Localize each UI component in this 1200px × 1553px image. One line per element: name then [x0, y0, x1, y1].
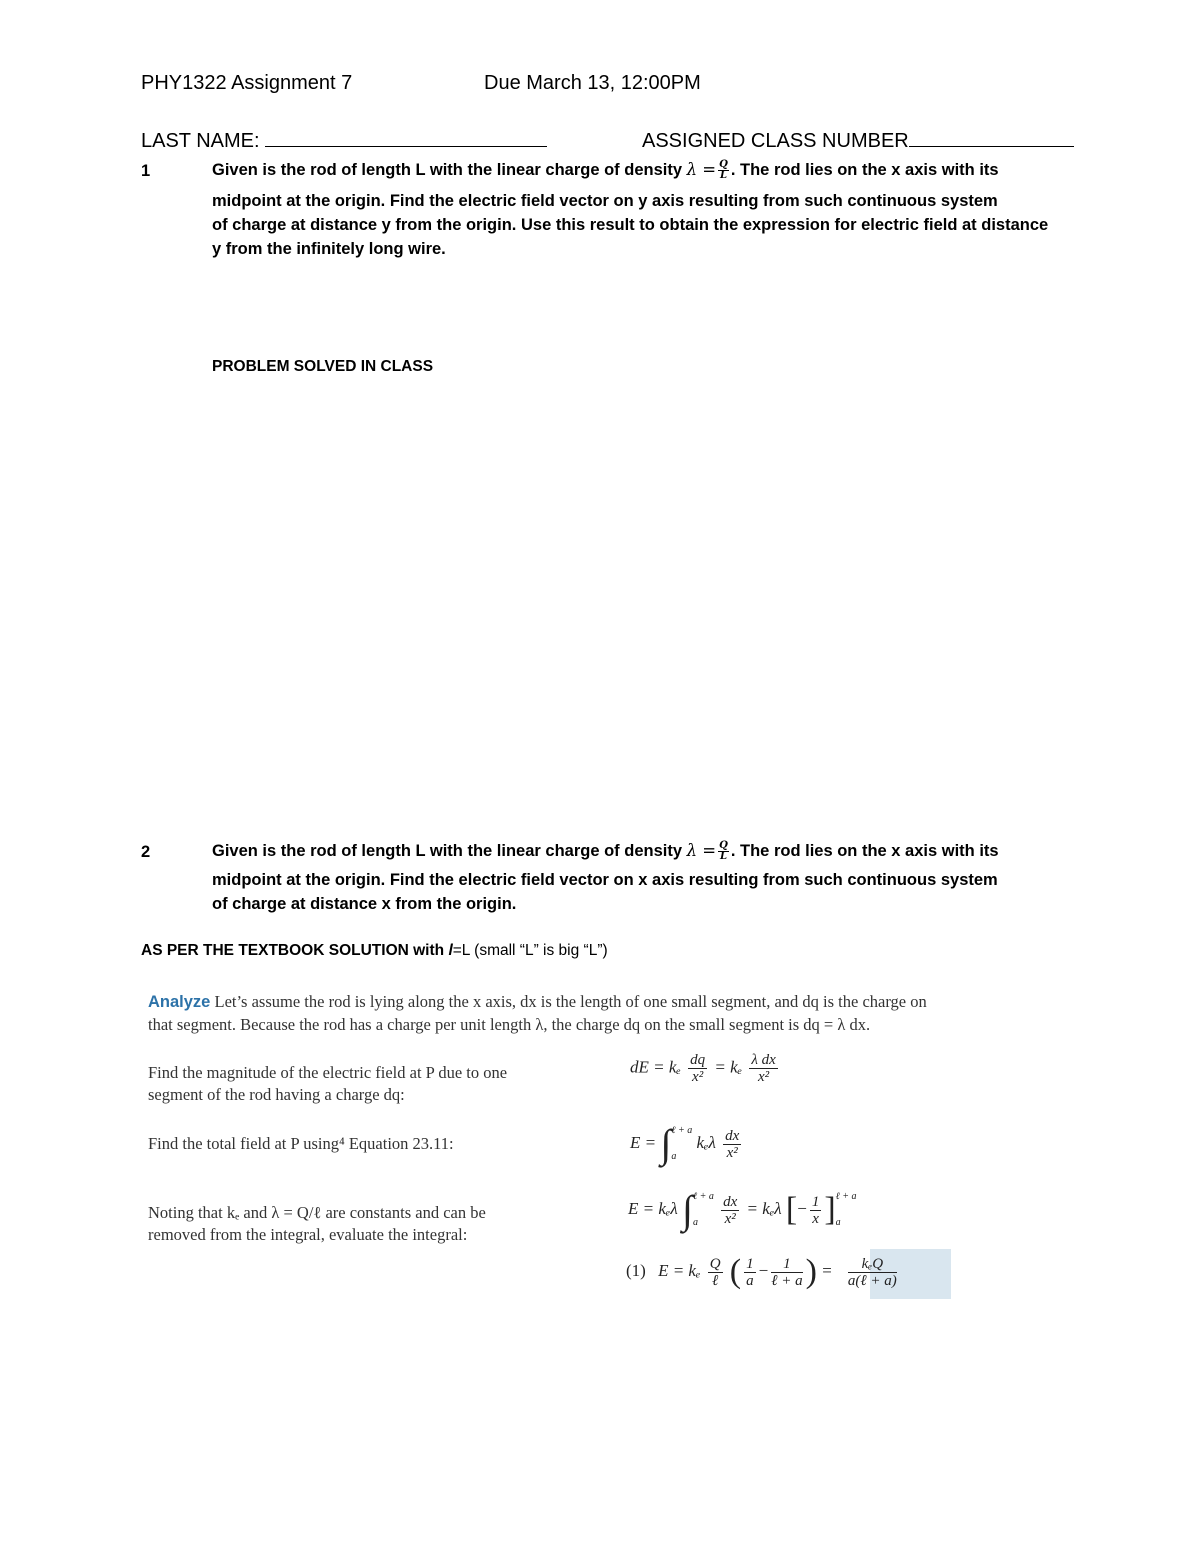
step-3-line-2: removed from the integral, evaluate the integral:: [148, 1225, 468, 1244]
problem-1-line-2: midpoint at the origin. Find the electric field vector on y axis resulting from such continuous system: [212, 192, 998, 210]
problem-1-line-4: y from the infinitely long wire.: [212, 240, 446, 258]
problem-2-line-1: Given is the rod of length L with the linear charge of density λ = $\frac{Q}{L}$ . The rod lies on the x axis with its: [212, 840, 999, 863]
problem-1-number: 1: [141, 162, 151, 180]
problem-1-solved-note: PROBLEM SOLVED IN CLASS: [212, 358, 434, 375]
analyze-line-1: Analyze Let’s assume the rod is lying along the x axis, dx is the length of one small segment, and dq is the charge on: [148, 992, 927, 1011]
problem-2-number: 2: [141, 843, 151, 861]
problem-1-line-1: Given is the rod of length L with the linear charge of density λ = $\frac{Q}{L}$ . The rod lies on the x axis with its: [212, 159, 999, 182]
problem-1-line-3: of charge at distance y from the origin. Use this result to obtain the expression for electric field at distance: [212, 216, 1049, 234]
charge-density-fraction-2: $\frac{Q}{L}$: [719, 840, 728, 863]
problem-2-line-3: of charge at distance x from the origin.: [212, 895, 517, 913]
analyze-line-2: that segment. Because the rod has a charge per unit length λ, the charge dq on the small segment is dq = λ dx.: [148, 1015, 871, 1034]
step-1-line-1: Find the magnitude of the electric field at P due to one: [148, 1063, 508, 1082]
step-1-line-2: segment of the rod having a charge dq:: [148, 1085, 405, 1104]
last-name-label: LAST NAME:: [141, 130, 260, 152]
class-number-field[interactable]: [909, 130, 1074, 147]
last-name-field[interactable]: [265, 130, 547, 147]
step-3-line-1: Noting that kₑ and λ = Q/ℓ are constants and can be: [148, 1203, 486, 1222]
course-title: PHY1322 Assignment 7: [141, 72, 353, 94]
last-name-row: [141, 130, 547, 153]
equation-de: dE = kₑ $\frac{dq}{\text{x²}}$ = kₑ $\frac{\text{λ dx}}{\text{x²}}$: [630, 1052, 776, 1085]
step-2: Find the total field at P using⁴ Equation 23.11:: [148, 1134, 454, 1153]
charge-density-fraction: $\frac{Q}{L}$: [719, 159, 728, 182]
class-number-label: ASSIGNED CLASS NUMBER: [642, 130, 909, 152]
equation-e-result: (1) E = kₑ Q ℓ ( $\frac{1}{a}$ − 1 ℓ + a ) = kₑQ a(ℓ + a): [626, 1253, 897, 1290]
due-date: Due March 13, 12:00PM: [484, 72, 701, 94]
equation-e-integral: E = ∫ ℓ + a a kₑλ $\frac{dx}{\text{x²}}$: [630, 1121, 740, 1166]
problem-2-line-2: midpoint at the origin. Find the electric field vector on x axis resulting from such continuous system: [212, 871, 998, 889]
analyze-label: Analyze: [148, 993, 211, 1011]
class-number-row: [642, 130, 1074, 153]
textbook-note: AS PER THE TEXTBOOK SOLUTION with l=L (small “L” is big “L”): [141, 942, 608, 959]
equation-e-evaluated: E = kₑλ ∫ ℓ + a a $\frac{dx}{\text{x²}}$ = kₑλ [− $\frac{1}{x}$ ] ℓ + a a: [628, 1187, 857, 1232]
